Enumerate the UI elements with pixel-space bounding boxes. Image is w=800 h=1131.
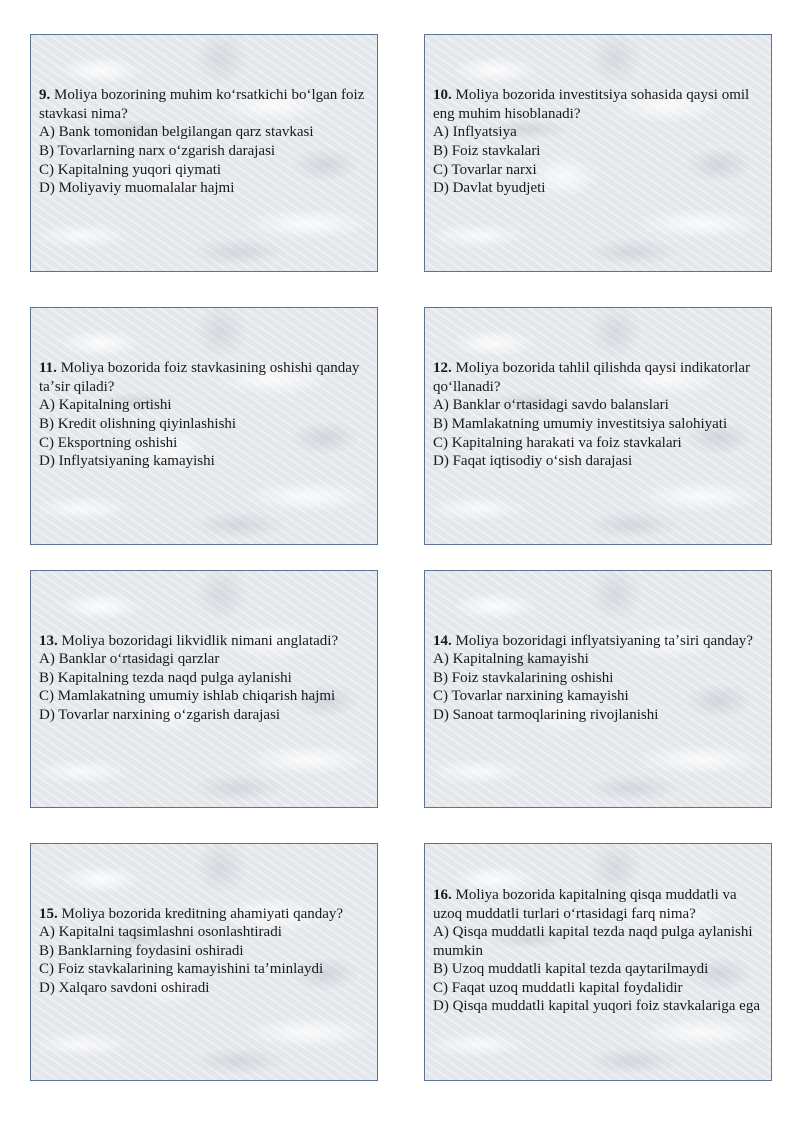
option-b: B) Mamlakatning umumiy investitsiya salohiyati [433, 416, 728, 432]
question-text: 9. Moliya bozorining muhim koʻrsatkichi boʻlgan foiz stavkasi nima? [39, 87, 365, 122]
option-a: A) Bank tomonidan belgilangan qarz stavkasi [39, 124, 314, 141]
question-number: 16. [433, 886, 452, 903]
question-card-10 [424, 34, 772, 272]
option-b: B) Banklarning foydasini oshiradi [39, 942, 244, 959]
option-d: D) Inflyatsiyaning kamayishi [39, 453, 215, 470]
option-b: B) Tovarlarning narx oʻzgarish darajasi [39, 143, 276, 159]
option-d: D) Davlat byudjeti [433, 180, 546, 197]
question-text: 10. Moliya bozorida investitsiya sohasida qaysi omil eng muhim hisoblanadi? [433, 87, 750, 122]
option-c: C) Mamlakatning umumiy ishlab chiqarish hajmi [39, 688, 336, 705]
option-d: D) Sanoat tarmoqlarining rivojlanishi [433, 706, 659, 723]
option-d: D) Tovarlar narxining oʻzgarish darajasi [39, 706, 281, 723]
option-b: B) Uzoq muddatli kapital tezda qaytarilmaydi [433, 961, 709, 978]
question-card-14 [424, 570, 772, 808]
option-a: A) Banklar oʻrtasidagi qarzlar [39, 651, 220, 668]
option-a: A) Kapitalni taqsimlashni osonlashtiradi [39, 924, 282, 941]
option-d: D) Moliyaviy muomalalar hajmi [39, 180, 235, 197]
option-a: A) Inflyatsiya [433, 124, 517, 141]
option-b: B) Kredit olishning qiyinlashishi [39, 416, 237, 432]
question-text: 16. Moliya bozorida kapitalning qisqa muddatli va uzoq muddatli turlari oʻrtasidagi farq nima? [433, 886, 737, 922]
option-c: C) Tovarlar narxining kamayishi [433, 688, 629, 705]
option-c: C) Tovarlar narxi [433, 161, 537, 178]
question-number: 9. [39, 87, 51, 104]
option-a: A) Kapitalning kamayishi [433, 651, 589, 668]
option-c: C) Foiz stavkalarining kamayishini taʼminlaydi [39, 961, 324, 978]
question-card-15 [30, 843, 378, 1081]
question-card-13 [30, 570, 378, 808]
option-c: C) Kapitalning harakati va foiz stavkalari [433, 434, 682, 451]
question-number: 12. [433, 360, 452, 377]
question-number: 10. [433, 87, 452, 104]
question-number: 13. [39, 632, 58, 649]
question-card-9 [30, 34, 378, 272]
question-number: 11. [39, 360, 57, 377]
option-b: B) Foiz stavkalari [433, 143, 541, 159]
question-card-12 [424, 307, 772, 545]
question-text: 11. Moliya bozorida foiz stavkasining oshishi qanday taʼsir qiladi? [39, 360, 360, 395]
question-card-16 [424, 843, 772, 1081]
question-text: 14. Moliya bozoridagi inflyatsiyaning taʼsiri qanday? [433, 632, 753, 649]
option-c: C) Eksportning oshishi [39, 434, 178, 451]
option-a: A) Banklar oʻrtasidagi savdo balanslari [433, 397, 669, 414]
question-text: 12. Moliya bozorida tahlil qilishda qaysi indikatorlar qoʻllanadi? [433, 360, 751, 395]
option-a: A) Qisqa muddatli kapital tezda naqd pulga aylanishi mumkin [433, 924, 753, 959]
option-d: D) Qisqa muddatli kapital yuqori foiz stavkalariga ega [433, 998, 760, 1015]
option-b: B) Kapitalning tezda naqd pulga aylanishi [39, 669, 292, 686]
option-d: D) Xalqaro savdoni oshiradi [39, 979, 210, 996]
option-b: B) Foiz stavkalarining oshishi [433, 669, 614, 686]
option-d: D) Faqat iqtisodiy oʻsish darajasi [433, 453, 633, 470]
option-c: C) Faqat uzoq muddatli kapital foydalidir [433, 979, 683, 996]
option-c: C) Kapitalning yuqori qiymati [39, 161, 222, 178]
question-card-11 [30, 307, 378, 545]
question-number: 14. [433, 632, 452, 649]
question-text: 15. Moliya bozorida kreditning ahamiyati qanday? [39, 905, 344, 922]
question-number: 15. [39, 905, 58, 922]
question-text: 13. Moliya bozoridagi likvidlik nimani anglatadi? [39, 632, 339, 649]
option-a: A) Kapitalning ortishi [39, 397, 172, 414]
